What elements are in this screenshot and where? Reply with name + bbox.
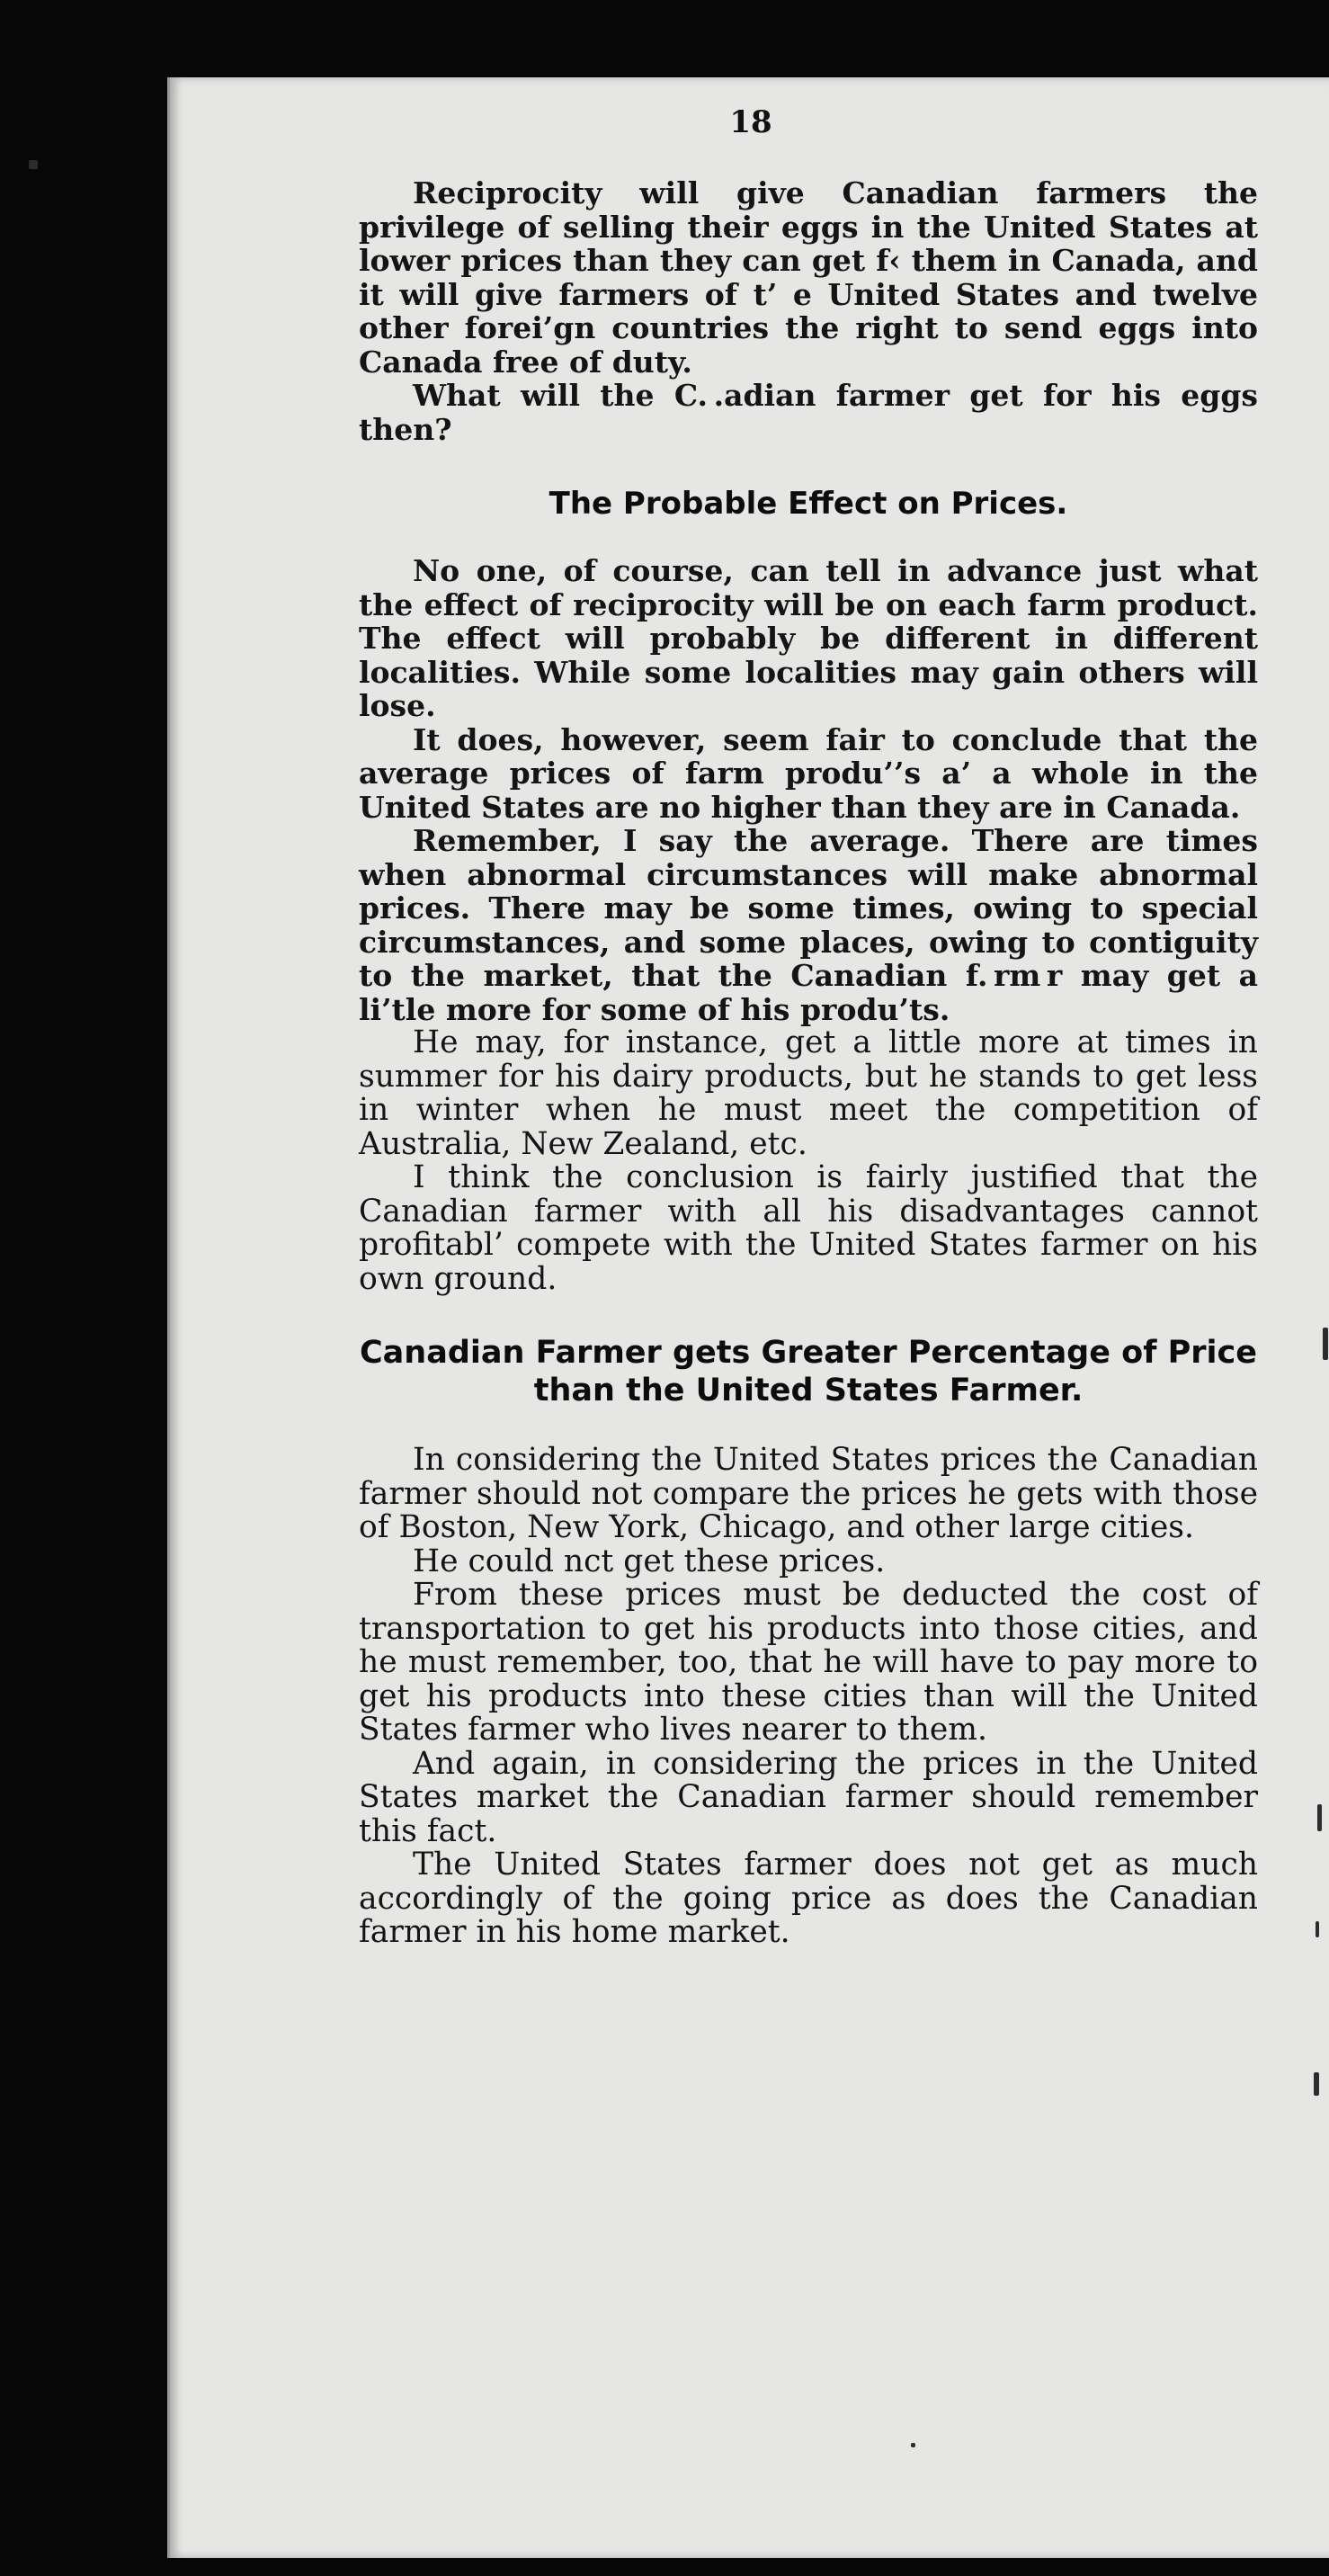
scan-speck bbox=[29, 160, 38, 169]
paragraph-section1-4: He may, for instance, get a little more at times in summer for his dairy products, but he stands to get less in winter when he must meet the competition of Australia, New Zealand, etc. bbox=[359, 1024, 1258, 1162]
scan-speck bbox=[1317, 1804, 1322, 1831]
paragraph-section1-3: Remember, I say the average. There are times when abnormal circumstances will make abnormal prices. There may be some times, owing to special circumstances, and some places, owing to contiguity to the market, that the Canadian f. rm r may get a li’tle more for some of his produ’ts. bbox=[359, 823, 1258, 1027]
paragraph-section2-4: And again, in considering the prices in the United States market the Canadian farmer should remember this fact. bbox=[359, 1745, 1258, 1849]
scan-speck bbox=[1314, 2072, 1319, 2096]
paragraph-section2-1: In considering the United States prices the Canadian farmer should not compare the prices he gets with those of Boston, New York, Chicago, and other large cities. bbox=[359, 1442, 1258, 1545]
paragraph-section1-5: I think the conclusion is fairly justified that the Canadian farmer with all his disadvantages cannot profitabl’ compete with the United States farmer on his own ground. bbox=[359, 1159, 1258, 1297]
document-page bbox=[167, 77, 1329, 2558]
paragraph-section2-2: He could nct get these prices. bbox=[413, 1543, 886, 1579]
scan-speck bbox=[1316, 1921, 1319, 1937]
page-number: 18 bbox=[729, 104, 772, 140]
paragraph-section1-1: No one, of course, can tell in advance just what the effect of reciprocity will be on each farm product. The effect will probably be different in different localities. While some localities may gain others will lose. bbox=[359, 553, 1258, 723]
scan-speck bbox=[911, 2443, 915, 2447]
paragraph-section1-2: It does, however, seem fair to conclude that the average prices of farm produ’’s a’ a whole in the United States are no higher than they are in Canada. bbox=[359, 721, 1258, 825]
paragraph-intro-2: What will the C. .adian farmer get for his eggs then? bbox=[359, 378, 1258, 447]
section-heading-probable-effect: The Probable Effect on Prices. bbox=[549, 486, 1068, 522]
paragraph-section2-3: From these prices must be deducted the cost of transportation to get his products into those cities, and he must remember, too, that he will have to pay more to get his products into these cities than will the United States farmer who lives nearer to them. bbox=[359, 1577, 1258, 1748]
section-heading-greater-percentage: Canadian Farmer gets Greater Percentage of Price than the United States Farmer. bbox=[359, 1335, 1258, 1409]
paragraph-intro-1: Reciprocity will give Canadian farmers the privilege of selling their eggs in the United States at lower prices than they can get f‹ them in Canada, and it will give farmers of t’ e United States and twelve other forei’gn countries the right to send eggs into Canada free of duty. bbox=[359, 175, 1258, 380]
paragraph-section2-5: The United States farmer does not get as much accordingly of the going price as does the Canadian farmer in his home market. bbox=[359, 1847, 1258, 1950]
page-body bbox=[359, 176, 1258, 1950]
scan-speck bbox=[1323, 1328, 1328, 1360]
